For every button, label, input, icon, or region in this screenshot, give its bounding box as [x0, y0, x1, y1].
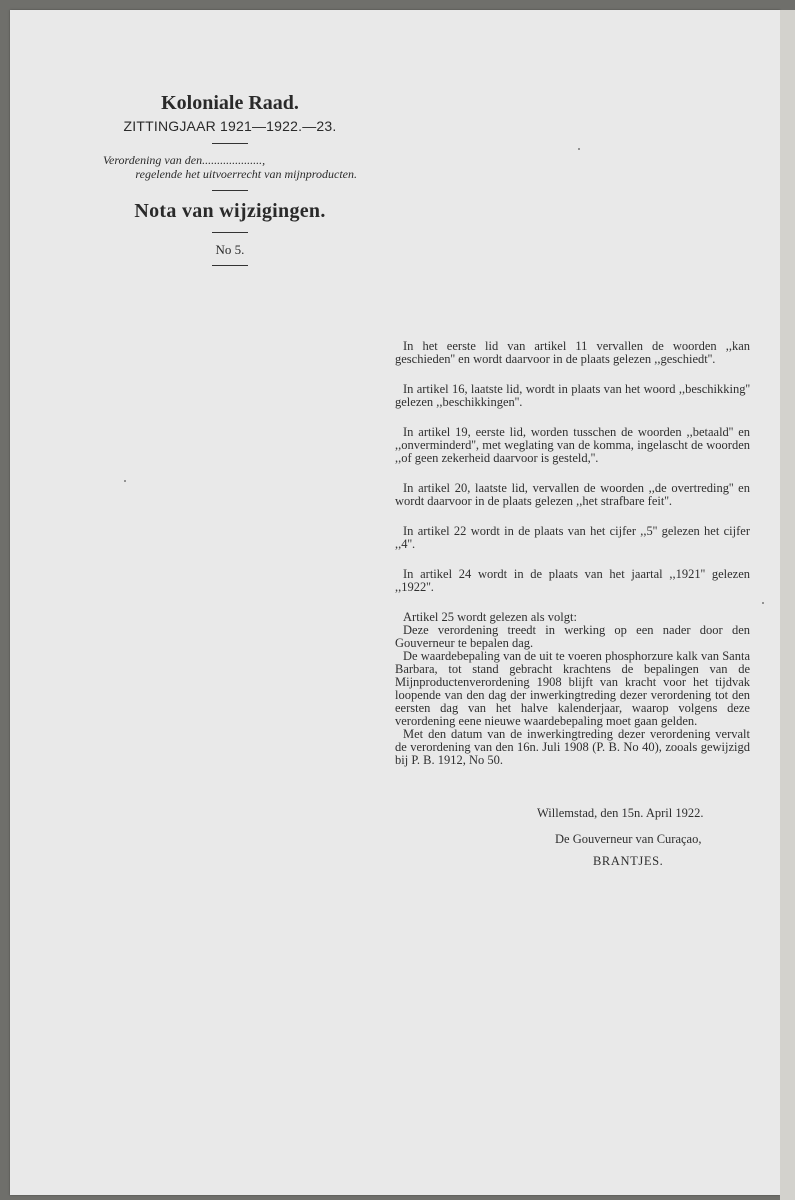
- paper-speck: [762, 602, 764, 604]
- article-25-intro: Artikel 25 wordt gelezen als volgt:: [403, 610, 577, 624]
- ordinance-line-2: regelende het uitvoerrecht van mijnproducten.: [135, 167, 357, 181]
- divider: [212, 143, 248, 144]
- place-date: Willemstad, den 15n. April 1922.: [537, 806, 704, 820]
- nota-title: Nota van wijzigingen.: [134, 200, 326, 222]
- amendment-paragraph: In artikel 24 wordt in de plaats van het jaartal ,,1921'' gelezen ,,1922''.: [395, 567, 750, 594]
- divider: [212, 232, 248, 233]
- signature: BRANTJES.: [593, 854, 664, 868]
- paper-speck: [124, 480, 126, 482]
- document-header: [85, 92, 375, 275]
- amendment-paragraph: In artikel 19, eerste lid, worden tusschen de woorden ,,betaald'' en ,,onverminderd'', met weglating van de komma, ingelascht de woorden ,,of geen zekerheid daarvoor is gesteld,''.: [395, 425, 750, 465]
- amendment-paragraph: In het eerste lid van artikel 11 vervallen de woorden ,,kan geschieden'' en wordt daarvoor in de plaats gelezen ,,geschiedt''.: [395, 339, 750, 366]
- governor-title: De Gouverneur van Curaçao,: [555, 832, 702, 846]
- article-25-line: Met den datum van de inwerkingtreding dezer verordening vervalt de verordening van den 16n. Juli 1908 (P. B. No 40), zooals gewijzigd bij P. B. 1912, No 50.: [395, 727, 750, 767]
- council-title: Koloniale Raad.: [161, 92, 299, 114]
- amendment-paragraph: In artikel 22 wordt in de plaats van het cijfer ,,5'' gelezen het cijfer ,,4''.: [395, 524, 750, 551]
- page-edge: [780, 10, 795, 1200]
- document-number: No 5.: [215, 242, 245, 257]
- amendments-body: [395, 340, 750, 767]
- article-25-line: Deze verordening treedt in werking op een nader door den Gouverneur te bepalen dag.: [395, 623, 750, 650]
- divider: [212, 265, 248, 266]
- session-year: ZITTINGJAAR 1921—1922.—23.: [123, 118, 337, 134]
- amendment-paragraph: In artikel 16, laatste lid, wordt in plaats van het woord ,,beschikking'' gelezen ,,beschikkingen''.: [395, 382, 750, 409]
- paper-speck: [578, 148, 580, 150]
- divider: [212, 190, 248, 191]
- ordinance-line-1: Verordening van den....................,: [103, 153, 266, 167]
- article-25-line: De waardebepaling van de uit te voeren phosphorzure kalk van Santa Barbara, tot stand gebracht krachtens de bepalingen van de Mijnproductenverordening 1908 blijft van kracht voor het tijdvak loopende van den dag der inwerkingtreding dezer verordening tot den eersten dag van het halve kalenderjaar, waarop volgens deze verordening eene nieuwe waardebepaling moet gaan gelden.: [395, 649, 750, 728]
- amendment-paragraph: In artikel 20, laatste lid, vervallen de woorden ,,de overtreding'' en wordt daarvoor in de plaats gelezen ,,het strafbare feit''.: [395, 481, 750, 508]
